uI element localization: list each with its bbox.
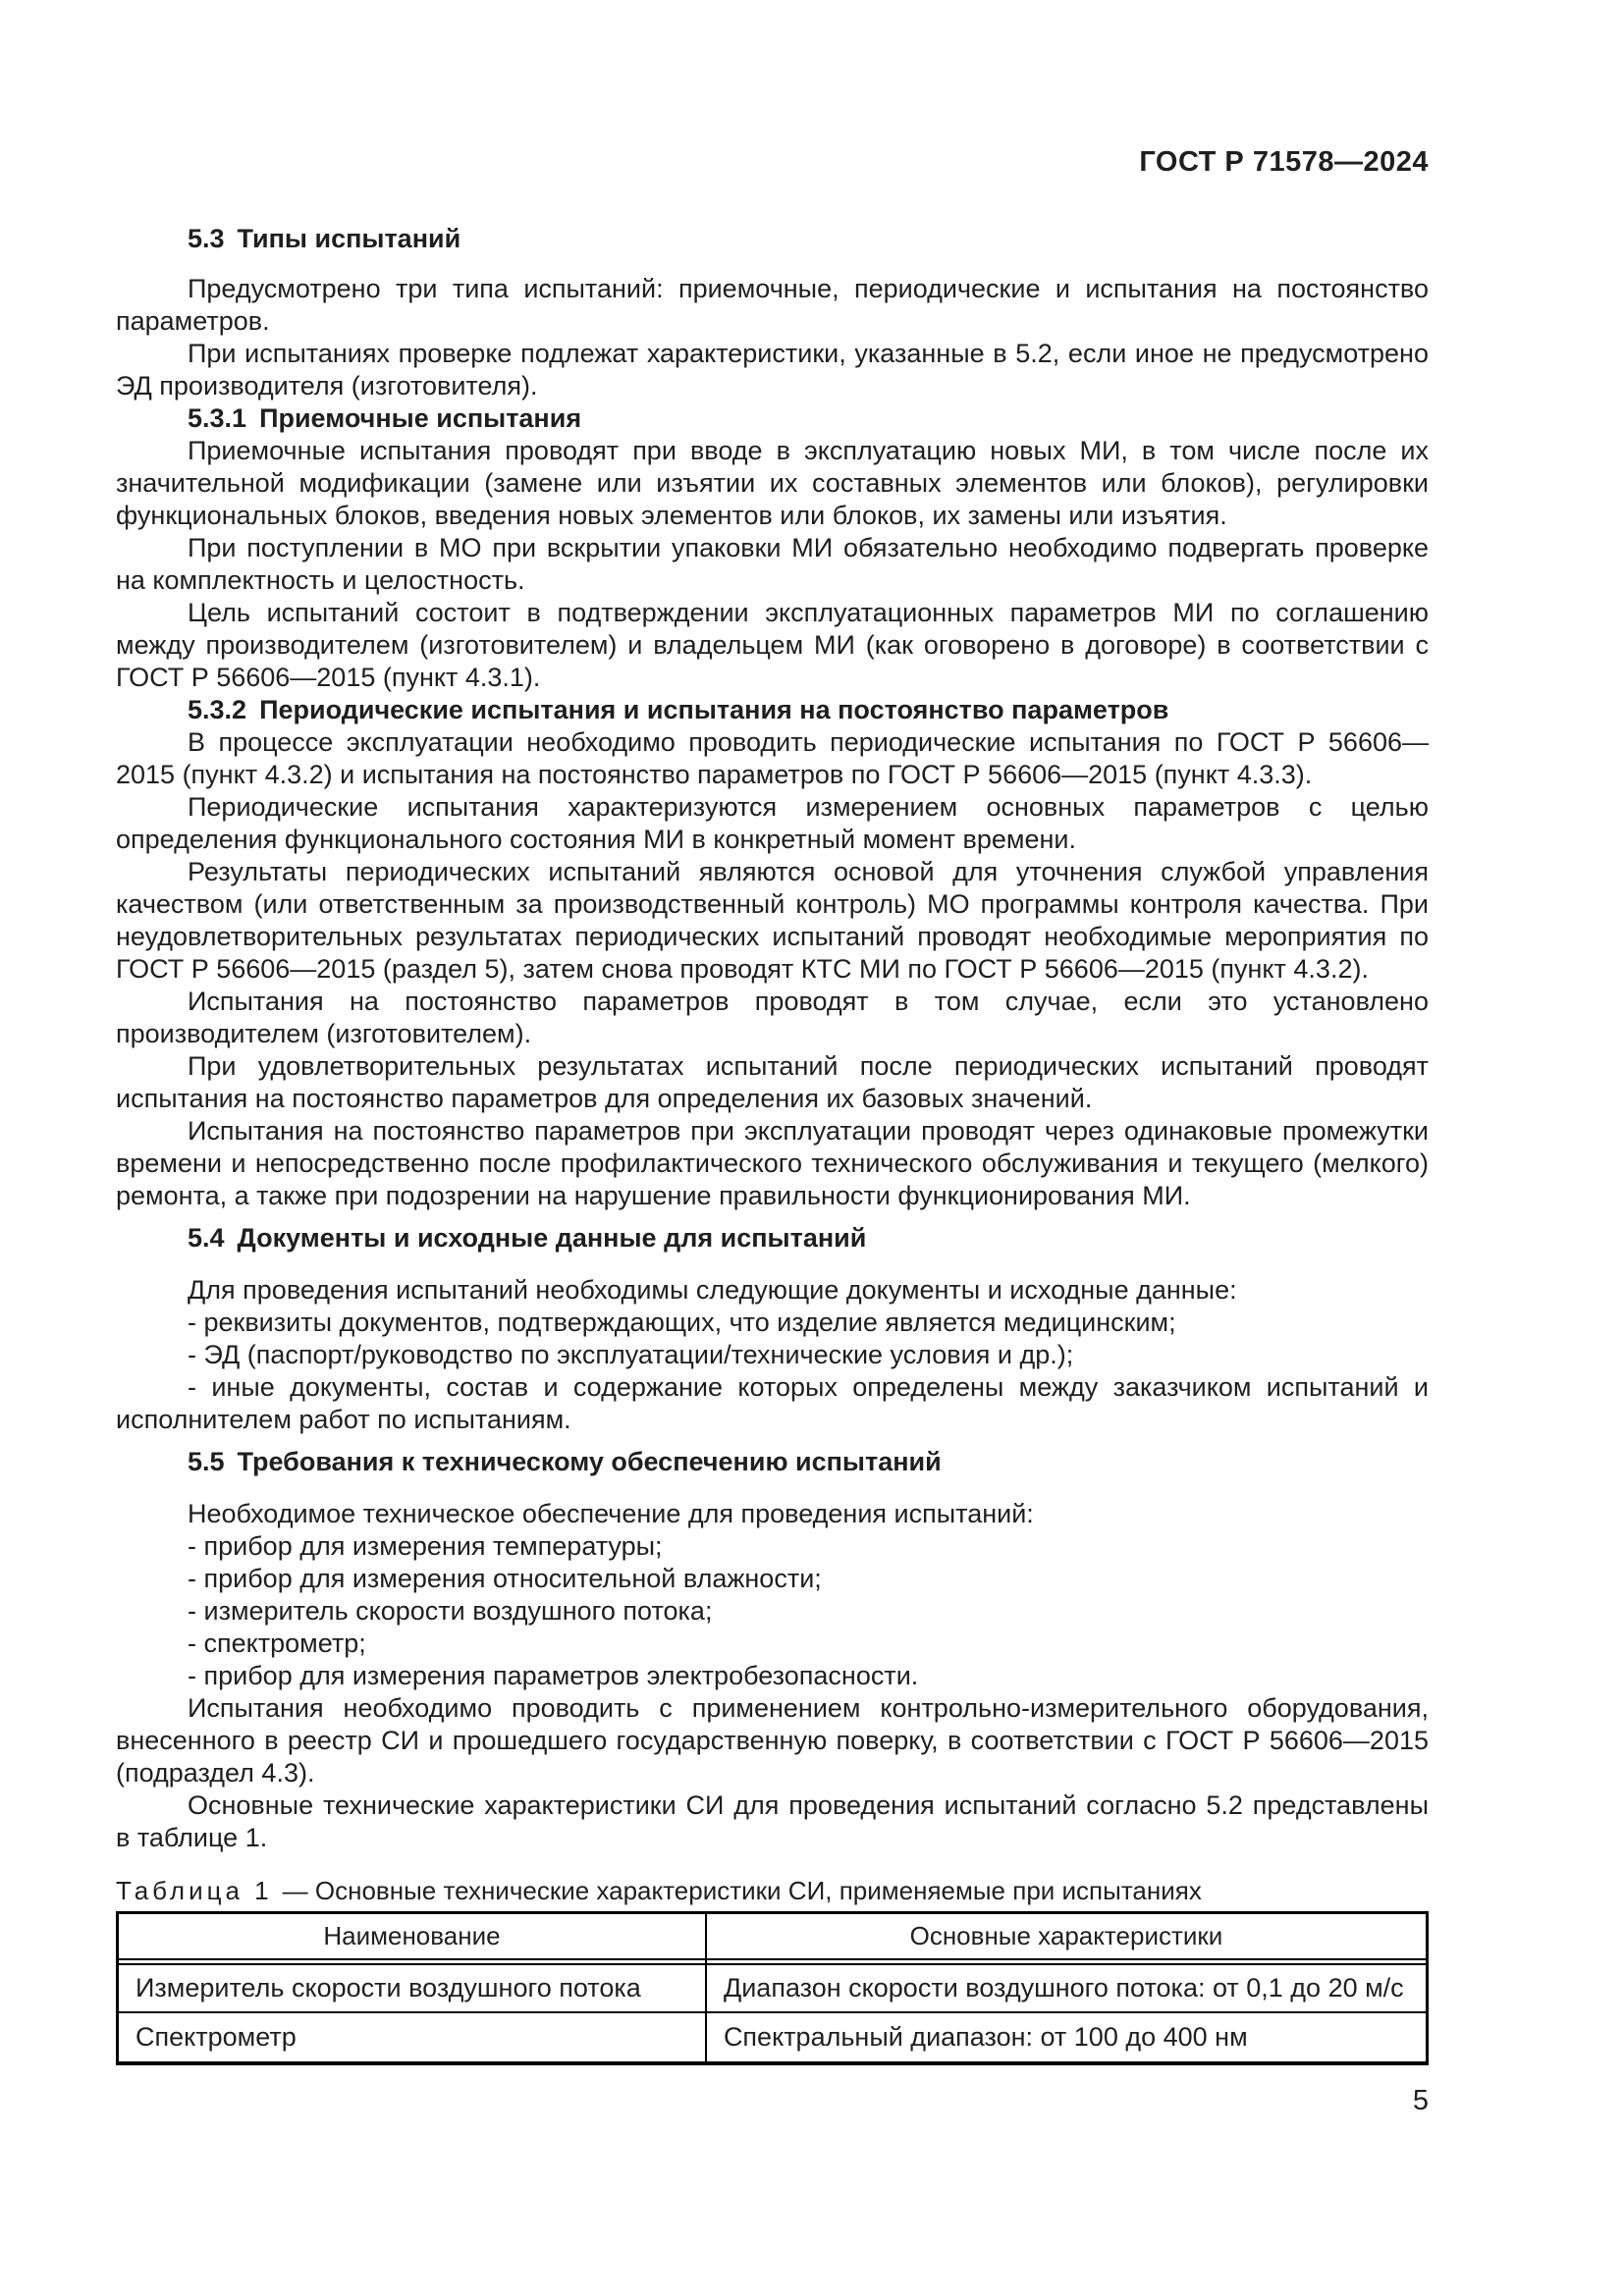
heading-number: 5.3.2 [188,695,247,724]
paragraph: Для проведения испытаний необходимы следующие документы и исходные данные: [188,1275,1237,1305]
table-caption-text: — Основные технические характеристики СИ, применяемые при испытаниях [282,1876,1202,1905]
column-header-name: Наименование [119,1914,707,1960]
cell-characteristics: Диапазон скорости воздушного потока: от 0,1 до 20 м/с [707,1965,1426,2013]
paragraph: Периодические испытания характеризуются измерением основных параметров с целью определения функционального состояния МИ в конкретный момент времени. [116,792,1429,854]
heading-title: Типы испытаний [237,224,461,253]
paragraph: Приемочные испытания проводят при вводе в эксплуатацию новых МИ, в том числе после их значительной модификации (замене или изъятии их составных элементов или блоков), регулировки функциональных блоков, введения новых элементов или блоков, их замены или изъятия. [116,436,1429,530]
heading-5-4 [116,1222,1429,1255]
paragraph: Испытания на постоянство параметров при эксплуатации проводят через одинаковые промежутки времени и непосредственно после профилактического технического обслуживания и текущего (мелкого) ремонта, а также при подозрении на нарушение правильности функционирования МИ. [116,1116,1429,1210]
table-1 [116,1911,1429,2065]
heading-title: Приемочные испытания [259,403,582,433]
heading-number: 5.3.1 [188,403,247,433]
document-body [116,223,1429,2117]
paragraph: Необходимое техническое обеспечение для проведения испытаний: [188,1499,1034,1528]
column-header-characteristics: Основные характеристики [707,1914,1426,1960]
heading-title: Требования к техническому обеспечению испытаний [237,1447,942,1476]
paragraph: При поступлении в МО при вскрытии упаковки МИ обязательно необходимо подвергать проверке на комплектность и целостность. [116,533,1429,595]
table-caption [116,1876,1429,1905]
paragraph: Результаты периодических испытаний являются основой для уточнения службой управления качеством (или ответственным за производственный контроль) МО программы контроля качества. При неудовлетворительных результатах периодических испытаний проводят необходимые мероприятия по ГОСТ Р 56606—2015 (раздел 5), затем снова проводят КТС МИ по ГОСТ Р 56606—2015 (пункт 4.3.2). [116,857,1429,984]
paragraph: В процессе эксплуатации необходимо проводить периодические испытания по ГОСТ Р 56606—2015 (пункт 4.3.2) и испытания на постоянство параметров по ГОСТ Р 56606—2015 (пункт 4.3.3). [116,727,1429,789]
paragraph: Предусмотрено три типа испытаний: приемочные, периодические и испытания на постоянство параметров. [116,274,1429,336]
list-item: - реквизиты документов, подтверждающих, что изделие является медицинским; [188,1308,1176,1337]
list-item: - прибор для измерения относительной влажности; [188,1564,822,1593]
list-item: - ЭД (паспорт/руководство по эксплуатации/технические условия и др.); [188,1340,1074,1369]
list-item: - прибор для измерения параметров электробезопасности. [188,1661,919,1690]
paragraph: Основные технические характеристики СИ для проведения испытаний согласно 5.2 представлены в таблице 1. [116,1790,1429,1852]
heading-title: Периодические испытания и испытания на постоянство параметров [259,695,1169,724]
table-row [119,1965,1426,2013]
table-header-row [119,1914,1426,1960]
paragraph: При удовлетворительных результатах испытаний после периодических испытаний проводят испытания на постоянство параметров для определения их базовых значений. [116,1051,1429,1113]
cell-characteristics: Спектральный диапазон: от 100 до 400 нм [723,2022,1248,2052]
heading-5-3 [116,223,1429,255]
page-number: 5 [1412,2085,1429,2116]
cell-name: Спектрометр [119,2013,707,2061]
paragraph: Испытания необходимо проводить с применением контрольно-измерительного оборудования, внесенного в реестр СИ и прошедшего государственную поверку, в соответствии с ГОСТ Р 56606—2015 (подраздел 4.3). [116,1693,1429,1788]
paragraph: Цель испытаний состоит в подтверждении эксплуатационных параметров МИ по соглашению между производителем (изготовителем) и владельцем МИ (как оговорено в договоре) в соответствии с ГОСТ Р 56606—2015 (пункт 4.3.1). [116,598,1429,692]
heading-number: 5.5 [188,1447,225,1476]
table-caption-label: Таблица 1 [116,1876,273,1905]
cell-name: Измеритель скорости воздушного потока [119,1965,707,2013]
heading-5-3-1 [116,402,1429,435]
list-item: - измеритель скорости воздушного потока; [188,1596,713,1626]
list-item: - иные документы, состав и содержание которых определены между заказчиком испытаний и исполнителем работ по испытаниям. [116,1372,1429,1434]
list-item: - прибор для измерения температуры; [188,1531,663,1561]
heading-number: 5.4 [188,1223,225,1253]
doc-code-header: ГОСТ Р 71578—2024 [1139,146,1429,178]
heading-5-5 [116,1446,1429,1478]
heading-5-3-2 [116,694,1429,726]
paragraph: При испытаниях проверке подлежат характеристики, указанные в 5.2, если иное не предусмотрено ЭД производителя (изготовителя). [116,339,1429,400]
heading-number: 5.3 [188,224,225,253]
heading-title: Документы и исходные данные для испытаний [237,1223,867,1253]
paragraph: Испытания на постоянство параметров проводят в том случае, если это установлено производителем (изготовителем). [116,987,1429,1048]
list-item: - спектрометр; [188,1629,366,1658]
table-row [119,2013,1426,2061]
